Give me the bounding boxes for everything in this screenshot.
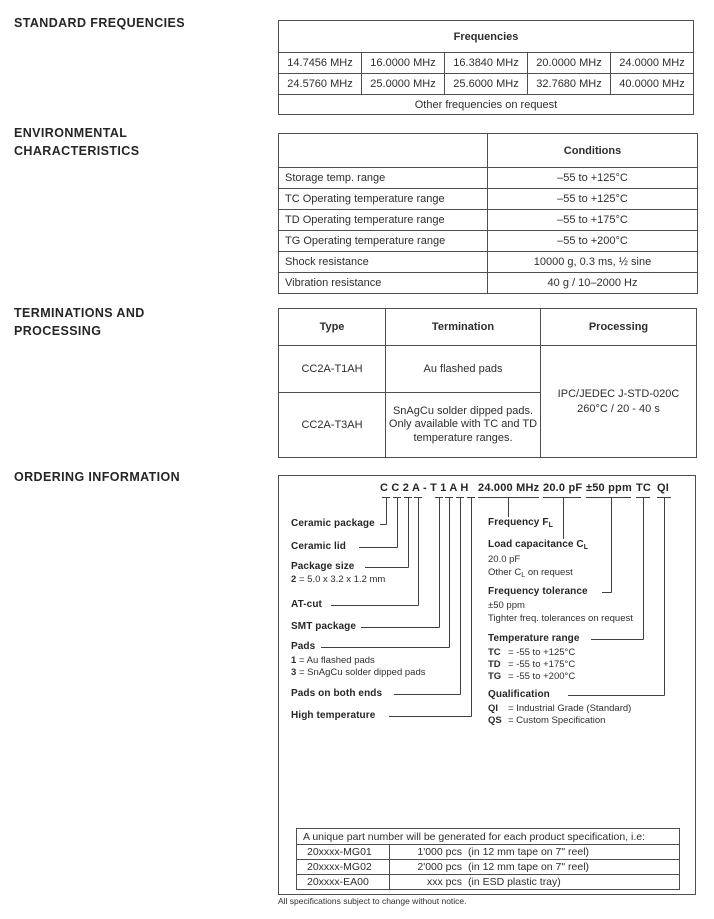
ordering-information-box [278,475,696,895]
table-row [279,210,698,231]
load-cap-default: 20.0 pF [488,554,521,565]
qual-option-key: QS [488,715,502,726]
load-cap-other-suffix: on request [527,567,573,578]
qual-option-qs [488,716,605,726]
load-cap-other-prefix: Other C [488,567,522,578]
term-header-type: Type [279,309,386,346]
pads-option-1 [291,656,375,666]
load-cap-other-subscript: L [521,572,526,579]
temp-option-value: = -55 to +200°C [508,671,576,682]
pads-option-key: 3 [291,667,297,678]
termination-line1: SnAgCu solder dipped pads. [392,404,534,417]
temp-option-tc [488,648,575,658]
part-code-frequency: 24.000 MHz [478,482,540,494]
table-row [279,231,698,252]
heading-environmental-line2: CHARACTERISTICS [14,144,140,158]
frequency-cell: 24.0000 MHz [611,53,694,74]
env-row-value: –55 to +200°C [488,231,698,252]
env-header-empty [279,134,488,168]
env-row-label: TG Operating temperature range [279,231,488,252]
env-row-value: 10000 g, 0.3 ms, ½ sine [488,252,698,273]
label-pads-on-both-ends: Pads on both ends [291,688,383,699]
term-header-processing: Processing [541,309,697,346]
part-table-header: A unique part number will be generated for each product specification, i.e: [297,829,680,845]
part-qty: xxx pcs [426,876,462,888]
part-desc-cell [390,860,680,875]
frequency-cell: 25.6000 MHz [445,74,528,95]
qual-option-qi [488,704,631,714]
label-temperature-range: Temperature range [488,633,580,644]
env-row-value: –55 to +125°C [488,189,698,210]
load-cap-other [488,568,573,581]
part-packaging: (in 12 mm tape on 7" reel) [468,861,590,873]
frequency-cell: 24.5760 MHz [279,74,362,95]
part-number-table [296,828,680,890]
part-desc-cell [390,875,680,890]
part-number-cell: 20xxxx-EA00 [297,875,390,890]
load-cap-label-text: Load capacitance C [488,539,584,550]
temp-option-td [488,660,575,670]
term-type-cell: CC2A-T3AH [279,393,386,458]
tolerance-default: ±50 ppm [488,600,525,611]
frequencies-table-title: Frequencies [279,21,694,53]
part-code-tolerance: ±50 ppm [586,482,632,494]
tolerance-note: Tighter freq. tolerances on request [488,613,633,624]
env-row-label: Storage temp. range [279,168,488,189]
heading-standard-frequencies: STANDARD FREQUENCIES [14,16,185,30]
heading-terminations-line1: TERMINATIONS AND [14,306,145,320]
pads-option-key: 1 [291,655,297,666]
part-qty: 2'000 pcs [417,861,462,873]
part-desc-cell [390,845,680,860]
table-row [279,273,698,294]
label-frequency [488,518,555,531]
frequencies-footer-note: Other frequencies on request [279,95,694,115]
label-high-temperature: High temperature [291,710,376,721]
qual-option-value: = Custom Specification [508,715,606,726]
table-row [297,860,680,875]
environmental-table [278,133,698,294]
heading-ordering-information: ORDERING INFORMATION [14,470,181,484]
env-row-value: –55 to +125°C [488,168,698,189]
temp-option-key: TC [488,647,501,658]
package-size-value: = 5.0 x 3.2 x 1.2 mm [299,574,386,585]
part-qty: 1'000 pcs [417,846,462,858]
term-termination-cell [386,393,541,458]
heading-environmental-line1: ENVIRONMENTAL [14,126,128,140]
load-cap-subscript: L [583,544,589,551]
temp-option-value: = -55 to +175°C [508,659,576,670]
package-size-detail [291,575,385,585]
table-row [279,346,697,393]
part-number-cell: 20xxxx-MG02 [297,860,390,875]
temp-option-key: TG [488,671,502,682]
term-processing-cell [541,346,697,458]
table-row [297,875,680,890]
table-row [279,252,698,273]
term-termination-cell: Au flashed pads [386,346,541,393]
part-code-qualification: QI [657,482,670,494]
frequency-subscript: L [548,522,553,529]
pads-option-value: = SnAgCu solder dipped pads [299,667,426,678]
qual-option-key: QI [488,703,499,714]
label-ceramic-package: Ceramic package [291,518,375,529]
env-row-value: –55 to +175°C [488,210,698,231]
processing-line2: 260°C / 20 - 40 s [577,402,660,415]
label-pads: Pads [291,641,316,652]
frequency-cell: 32.7680 MHz [528,74,611,95]
label-ceramic-lid: Ceramic lid [291,541,347,552]
frequency-label-text: Frequency F [488,517,549,528]
pads-option-value: = Au flashed pads [299,655,375,666]
frequency-cell: 25.0000 MHz [362,74,445,95]
qual-option-value: = Industrial Grade (Standard) [508,703,632,714]
label-load-capacitance [488,540,590,553]
frequencies-table [278,20,694,115]
processing-line1: IPC/JEDEC J-STD-020C [557,387,680,400]
env-row-label: Vibration resistance [279,273,488,294]
table-row [279,168,698,189]
heading-terminations-line2: PROCESSING [14,324,102,338]
part-code-load-capacitance: 20.0 pF [543,482,583,494]
label-package-size: Package size [291,561,355,572]
temp-option-tg [488,672,575,682]
label-frequency-tolerance: Frequency tolerance [488,586,588,597]
temp-option-value: = -55 to +125°C [508,647,576,658]
env-row-label: Shock resistance [279,252,488,273]
label-qualification: Qualification [488,689,550,700]
label-smt-package: SMT package [291,621,357,632]
termination-line2: Only available with TC and TD temperature ranges. [388,418,538,444]
frequency-cell: 40.0000 MHz [611,74,694,95]
temp-option-key: TD [488,659,501,670]
table-row [279,189,698,210]
part-number-cell: 20xxxx-MG01 [297,845,390,860]
term-header-termination: Termination [386,309,541,346]
env-row-value: 40 g / 10–2000 Hz [488,273,698,294]
pads-option-3 [291,668,426,678]
frequency-cell: 16.3840 MHz [445,53,528,74]
frequency-cell: 14.7456 MHz [279,53,362,74]
part-packaging: (in 12 mm tape on 7" reel) [468,846,590,858]
terminations-table [278,308,697,458]
frequency-cell: 16.0000 MHz [362,53,445,74]
part-code-temp-range: TC [636,482,652,494]
env-row-label: TD Operating temperature range [279,210,488,231]
env-header-conditions: Conditions [488,134,698,168]
package-size-key: 2 [291,574,297,585]
part-packaging: (in ESD plastic tray) [468,876,561,888]
footnote: All specifications subject to change without notice. [278,896,467,906]
part-code-letters: C C 2 A - T 1 A H [380,482,469,494]
table-row [297,845,680,860]
env-row-label: TC Operating temperature range [279,189,488,210]
term-type-cell: CC2A-T1AH [279,346,386,393]
label-at-cut: AT-cut [291,599,322,610]
frequency-cell: 20.0000 MHz [528,53,611,74]
